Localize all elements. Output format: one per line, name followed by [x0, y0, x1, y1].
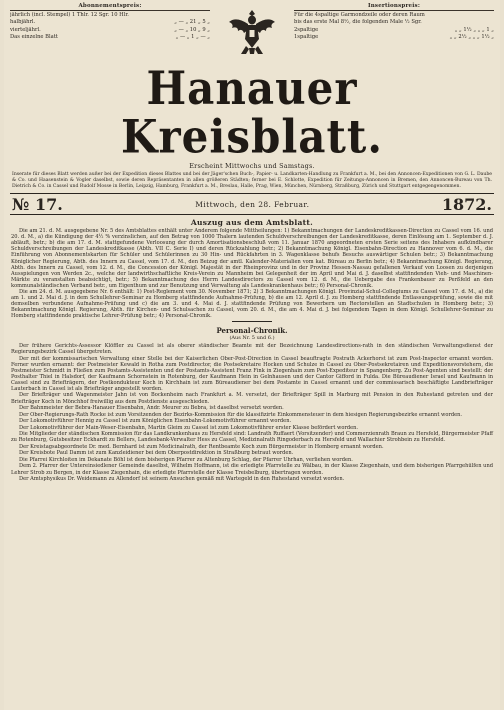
paragraph: Der Bahnmeister der Bebra-Hanauer Eisenbahn, Andr. Meurer zu Bebra, ist daselbst versetzt worden.: [19, 405, 284, 412]
advertising-notice: [10, 172, 494, 190]
price-row-value: „ „ 1½ „ „ „ 1 „: [454, 26, 494, 33]
paragraph: Der Ober-Regierungs-Rath Rocke ist zum Vorsitzenden der Bezirks-Kommission für die klassifizirte Einkommensteuer in dem hiesigen Regierungsbezirke ernannt worden.: [19, 411, 463, 418]
price-row: [10, 27, 210, 34]
subscription-price-box: [10, 3, 210, 41]
section-personal-chronicle-body: [10, 343, 494, 482]
subscription-price-title: Abonnementspreis:: [10, 3, 210, 11]
paragraph: Der Amtsphysikus Dr. Weidemann zu Allendorf ist seinem Ansuchen gemäß mit Wartegeld in den Ruhestand versetzt worden.: [19, 476, 345, 483]
paragraph: Der Briefträger und Wagenmeister Jahn ist von Bockenheim nach Frankfurt a. M. versetzt, der Briefträger Spill in Marburg mit Pension in den Ruhestand getreten und der Briefträger Koch in Mönchhof freiwillig aus dem Postdienste ausgeschieden.: [11, 392, 493, 405]
section-personal-chronicle-note: (Aus Nr. 5 und 6.): [229, 335, 275, 342]
price-row-label: vierteljährl.: [10, 26, 41, 33]
price-row-value: „ — „ 10 „ 9 „: [174, 26, 210, 33]
price-row-label: Für die 4spaltige Garmondzeile oder deren Raum: [294, 12, 425, 19]
advertising-notice-text: Inserate für dieses Blatt werden außer bei der Expedition dieses Blattes und bei der Jäger'schen Buch-, Papier- u. Landkarten-Handlung zu Frankfurt a. M., bei den Annoncen-Expeditionen von G. L. Daube & Co. und Haasenstein & Vogler daselbst, sowie deren Repräsentanten in allen größeren Städten; ferner bei E. Schlotte, Expedition für Zeitungs-Annoncen in Bremen, den Annoncen-Bureau von Th. Dietrich & Co. in Cassel und Rudolf Mosse in Berlin, Leipzig, Hamburg, Frankfurt a. M., Breslau, Halle, Prag, Wien, München, Nürnberg, Straßburg, Zürich und Stuttgart entgegengenommen.: [12, 172, 492, 190]
issue-year: 1872.: [441, 194, 492, 214]
paragraph: Der frühere Gerichts-Assessor Klöffler zu Cassel ist als oberer ständischer Beamte mit der Bezeichnung Landesdirections-rath in den ständischen Verwaltungsdienst der Regierungsbezirk Cassel übergetreten.: [11, 343, 493, 356]
paragraph: Der mit der kommissarischen Verwaltung einer Stelle bei der Kaiserlichen Ober-Post-Direction in Cassel beauftragte Postrath Ackerhorst ist zum Post-Inspector ernannt worden. Ferner wurden ernannt: der Postmeister Kewald in Rotha zum Postdirector, die Postsekretaire Hocken und Schulze in Cassel zu Ober-Postsekretairen und Expeditionsvorstehern, die Postmeister Schmidt in Fließen zum Postamts-Assistenten und der Postamts-Assistent Franz Fink in Ziegenhain zum Post-Expediteur in Spangenberg. Zu Post-Agenten sind bestellt: der Posthalter Thiel in Halsdorf, der Kaufmann Schornstein in Rotenburg, der Kaufmann Hein in Gelnhausen und der Cantor Gifford in Fulda. Die Büreaudiener Israel und Kaufmann in Cassel sind zu Briefträgern, der Postkondukteur Koch in Kirchhain ist zum Büreaudiener bei dem Postamte in Cassel ernannt und der commissarisch beschäftigte Landbriefträger Lauterbach in Cassel ist als Briefträger angestellt worden.: [11, 355, 493, 392]
price-row-label: jährlich (incl. Stempel) 1 Thlr. 12 Sgr. 10 Hlr.: [10, 12, 129, 19]
paragraph: Der Lokomotivführer Hennig zu Cassel ist zum Königlichen Eisenbahn-Lokomotivführer ernannt worden.: [19, 418, 292, 425]
paragraph: Die am 21. d. M. ausgegebene Nr. 5 des Amtsblattes enthält unter Anderem folgende Mittheilungen: 1) Bekanntmachungen der Landeskreditkassen-Direction zu Cassel vom 16. und 20. d. M., a) die Kündigung der 4½ % verzinslichen, auf den Betrag von 1000 Thalern lautenden Schuldverschreibungen der Landeskreditkasse, deren Einlösung am 1. September d. J. abläuft, betr.; b) die am 17. d. M. stattgefundene Verloosung der durch Amortisationsbeschluß vom 11. Januar 1870 angeordneten ersten Serie seitens des Inhabers aufkündbarer Schuldverschreibungen der Landeskreditkasse (Abth. VII C. Serie I) und deren Rückzahlung betr.; 2) Bekanntmachung Königl. Eisenbahn-Direction zu Hannover vom 6. d. M., die Einführung von Abonnementskarten für Schüler und Schülerinnen zu 30 Hin- und Rückfahrten in 3. Wagenklasse behufs Besuchs auswärtiger Schulen betr.; 3) Bekanntmachung Königlicher Regierung, Abth. des Innern zu Cassel, vom 17. d. M., den Beizug der amtl. Kalender-Materialien vom kat. Büreau zu Berlin betr.; 4) Bekanntmachung Königl. Regierung, Abth. des Innern zu Cassel, vom 12. d. M., die Concession der Königl. Majestät in der Rheinprovinz und in der Provinz Hessen-Nassau gefallenen Verkauf von Loosen zu derjenigen Ausspielungen von Werden 2c., welche der landwirthschaftliche Kreis-Verein zu Mannheim bei Gelegenheit der im April und Mai d. J. daselbst stattfindenden Vieh- und Maschinen-Märkte zu veranstalten beabsichtigt, betr.; 5) Bekanntmachung des Herrn Landesdirectors zu Cassel vom 12. d. M., die Uebergabe des Frankenbauer zu Perßfeld an den kommunalständischen Verband betr., um Eigenthum und zur Benutzung und Verwaltung als Landeskrankenhaus betr.; 6) Personal-Chronik.: [11, 228, 493, 289]
price-row-label: 1spaltige: [294, 33, 319, 40]
paragraph: Der Kreisbote Paul Damm ist zum Kanzleidiener bei dem Oberpostdirektion in Straßburg betraut worden.: [19, 450, 294, 457]
price-row-value: „ — „ 21 „ 5 „: [174, 19, 210, 26]
price-row: [10, 12, 210, 19]
publication-schedule: Erscheint Mittwochs und Samstags.: [189, 162, 315, 170]
section-official-gazette-title: Auszug aus dem Amtsblatt.: [190, 218, 314, 228]
section-official-gazette-body: [10, 228, 494, 319]
masthead-title: Hanauer Kreisblatt.: [121, 61, 383, 164]
price-row: [10, 34, 210, 41]
paragraph: Der Kreistagsabgeordnete Dr. med. Bernhard ist zum Medicinalrath, der Rentbeamte Koch zum Bürgermeister in Homberg ernannt worden.: [19, 443, 384, 450]
paragraph: Der Lokomotivführer der Main-Weser-Eisenbahn, Martin Gleim zu Cassel ist zum Lokomotivführer erster Klasse befördert worden.: [19, 424, 359, 431]
price-row: [294, 27, 494, 34]
price-row: [294, 34, 494, 41]
header-bar: [10, 3, 494, 67]
insertion-price-title: Insertionspreis:: [294, 3, 494, 11]
issue-bar: [10, 193, 494, 215]
price-row-value: „ — „ 1 „ — „: [175, 33, 210, 40]
insertion-price-rows: [294, 12, 494, 41]
prussian-eagle-icon: [223, 3, 281, 61]
section-personal-chronicle-title: Personal-Chronik.: [216, 326, 288, 336]
subscription-price-rows: [10, 12, 210, 41]
issue-number: № 17.: [12, 194, 63, 214]
paragraph: Die am 24. d. M. ausgegebene Nr. 6 enthält: 1) Post-Reglement vom 30. November 1871; 2) 3 Bekanntmachungen Königl. Provinzial-Schul-Collegiums zu Cassel vom 17. d. M., a) die am 1. und 2. Mai d. J. in dem Schullehrer-Seminar zu Homberg stattfindende Aufnahme-Prüfung, b) die am 12. April d. J. zu Homberg stattfindende Entlassungsprüfung, sowie die mit demselben verbundene Aufnahme-Prüfung und c) die am 3. und 4. Mai d. J. stattfindende Prüfung von Bewerbern um Rectorstellen an Stadtschulen in Homberg betr.; 3) Bekanntmachung Königl. Regierung, Abth. für Kirchen- und Schulsachen zu Cassel, vom 20. d. M., die am 4. Mai d. J. bei folgendem Tagen in dem Königl. Schullehrer-Seminar zu Homberg stattfindende praktische Lehrer-Prüfung betr.; 4) Personal-Chronik.: [11, 289, 493, 320]
issue-date: Mittwoch, den 28. Februar.: [195, 199, 310, 209]
paragraph: Die Mitglieder der ständischen Kommission für das Landkrankenhaus zu Hersfeld sind: Landrath Ruffaert (Vorsitzender) und Commerzienrath Braun zu Hersfeld, Bürgermeister Pfaff zu Rotenburg, Gutsbesitzer Eckhardt zu Bellers, Landesbank-Verwalter Hess zu Cassel, Medizinalrath Ringoderbach zu Hersfeld und Wallachier Strohbein zu Hersfeld.: [11, 431, 493, 444]
price-row-label: Das einzelne Blatt: [10, 33, 58, 40]
price-row-label: bis das erste Mal 8½, die folgenden Male ½ Sgr.: [294, 19, 422, 26]
newspaper-page: [4, 0, 500, 710]
price-row: [10, 19, 210, 26]
price-row: [294, 12, 494, 19]
section-divider: [232, 321, 272, 322]
price-row-label: 2spaltige: [294, 26, 319, 33]
insertion-price-box: [294, 3, 494, 41]
paragraph: Die Pfarrei Kirchloiten im Dekanate Böhl ist dem bisherigen Pfarrer zu Altenburg Schlag, der Pfarrer Uhrhan, verliehen worden.: [19, 456, 353, 463]
paragraph: Dem 2. Pfarrer der Untereinsiedlener Gemeinde daselbst, Wilhelm Hoffmann, ist die erledigte Pfarrstelle zu Wälbau, in der Klasse Ziegenhain, und dem bisherigen Pfarrgehülfen und Lehrer Strob zu Bergen, in der Klasse Ziegenhain, die erledigte Pfarrstelle der Klasse Treisbelburg, übertragen worden.: [11, 463, 493, 476]
price-row-value: „ „ 2½ „ „ „ 1½ „: [449, 33, 494, 40]
price-row: [294, 19, 494, 26]
price-row-label: halbjährl.: [10, 19, 36, 26]
